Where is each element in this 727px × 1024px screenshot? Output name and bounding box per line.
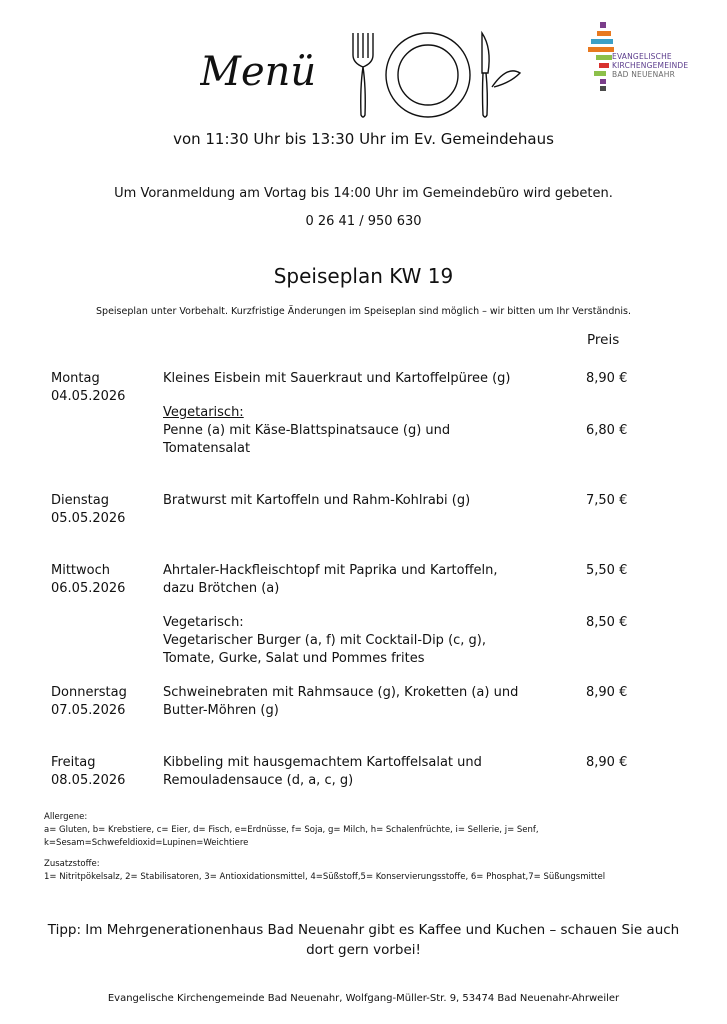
dish-line: Ahrtaler-Hackfleischtopf mit Paprika und Kartoffeln,: [163, 563, 498, 578]
dish-thursday-1: [163, 684, 563, 720]
day-thursday: [51, 684, 127, 720]
day-wednesday: [51, 562, 125, 598]
allergens: [44, 811, 704, 850]
additives: [44, 858, 704, 884]
dish-line: Kibbeling mit hausgemachtem Kartoffelsalat und: [163, 755, 482, 770]
allergens-line: a= Gluten, b= Krebstiere, c= Eier, d= Fisch, e=Erdnüsse, f= Soja, g= Milch, h= Schalenfrüchte, i= Sellerie, j= Senf,: [44, 825, 539, 835]
church-name-line2: KIRCHENGEMEINDE: [612, 61, 689, 70]
knife-icon: [482, 33, 520, 117]
additives-label: Zusatzstoffe:: [44, 859, 100, 869]
church-name: [612, 52, 688, 79]
price-tuesday-1: 7,50 €: [586, 493, 628, 508]
dish-monday-veg: [163, 404, 563, 458]
phone-number: 0 26 41 / 950 630: [305, 214, 422, 229]
price-monday-2: 6,80 €: [586, 423, 628, 438]
dish-friday-1: [163, 754, 563, 790]
menu-title: Menü: [200, 49, 317, 95]
day-monday: [51, 370, 125, 406]
dish-line: Remouladensauce (d, a, c, g): [163, 773, 354, 788]
fork-icon: [353, 33, 373, 117]
day-date: 04.05.2026: [51, 389, 126, 404]
church-name-line3: BAD NEUENAHR: [612, 70, 676, 79]
day-date: 05.05.2026: [51, 511, 126, 526]
day-date: 06.05.2026: [51, 581, 126, 596]
dish-monday-1: Kleines Eisbein mit Sauerkraut und Kartoffelpüree (g): [163, 371, 511, 386]
dish-wednesday-veg: [163, 614, 563, 668]
registration-request: Um Voranmeldung am Vortag bis 14:00 Uhr im Gemeindebüro wird gebeten.: [114, 186, 613, 201]
dish-line: Vegetarischer Burger (a, f) mit Cocktail-Dip (c, g),: [163, 633, 487, 648]
dish-line: Butter-Möhren (g): [163, 703, 279, 718]
dish-tuesday-1: Bratwurst mit Kartoffeln und Rahm-Kohlrabi (g): [163, 493, 471, 508]
page-title: Speiseplan KW 19: [273, 264, 454, 288]
additives-line: 1= Nitritpökelsalz, 2= Stabilisatoren, 3= Antioxidationsmittel, 4=Süßstoff,5= Konservierungsstoffe, 6= Phosphat,7= Süßungsmittel: [44, 872, 606, 882]
allergens-line: k=Sesam=Schwefeldioxid=Lupinen=Weichtiere: [44, 838, 249, 848]
opening-hours: von 11:30 Uhr bis 13:30 Uhr im Ev. Gemeindehaus: [173, 130, 554, 148]
day-name: Mittwoch: [51, 563, 110, 578]
price-thursday-1: 8,90 €: [586, 685, 628, 700]
day-name: Freitag: [51, 755, 96, 770]
price-wednesday-2: 8,50 €: [586, 615, 628, 630]
day-name: Dienstag: [51, 493, 109, 508]
allergens-label: Allergene:: [44, 812, 88, 822]
price-monday-1: 8,90 €: [586, 371, 628, 386]
dish-line: Schweinebraten mit Rahmsauce (g), Kroketten (a) und: [163, 685, 519, 700]
price-wednesday-1: 5,50 €: [586, 563, 628, 578]
day-date: 08.05.2026: [51, 773, 126, 788]
footer-address: Evangelische Kirchengemeinde Bad Neuenahr, Wolfgang-Müller-Str. 9, 53474 Bad Neuenahr-Ahrweiler: [107, 993, 620, 1004]
day-friday: [51, 754, 125, 790]
dish-line: Penne (a) mit Käse-Blattspinatsauce (g) und: [163, 423, 451, 438]
church-name-line1: EVANGELISCHE: [612, 52, 672, 61]
day-name: Donnerstag: [51, 685, 127, 700]
disclaimer: Speiseplan unter Vorbehalt. Kurzfristige Änderungen im Speiseplan sind möglich – wir bitten um Ihr Verständnis.: [96, 306, 631, 317]
price-friday-1: 8,90 €: [586, 755, 628, 770]
dish-line: Tomate, Gurke, Salat und Pommes frites: [163, 651, 425, 666]
day-name: Montag: [51, 371, 100, 386]
vegetarian-label: Vegetarisch:: [163, 615, 244, 630]
menu-logo: [200, 25, 530, 125]
vegetarian-label: Vegetarisch:: [163, 405, 244, 420]
day-tuesday: [51, 492, 125, 528]
dish-line: dazu Brötchen (a): [163, 581, 280, 596]
tipp-text: Tipp: Im Mehrgenerationenhaus Bad Neuenahr gibt es Kaffee und Kuchen – schauen Sie auch dort gern vorbei!: [47, 922, 680, 958]
price-header: Preis: [587, 332, 620, 348]
dish-wednesday-1: [163, 562, 563, 598]
dish-line: Tomatensalat: [163, 441, 251, 456]
plate-icon: [386, 33, 470, 117]
day-date: 07.05.2026: [51, 703, 126, 718]
